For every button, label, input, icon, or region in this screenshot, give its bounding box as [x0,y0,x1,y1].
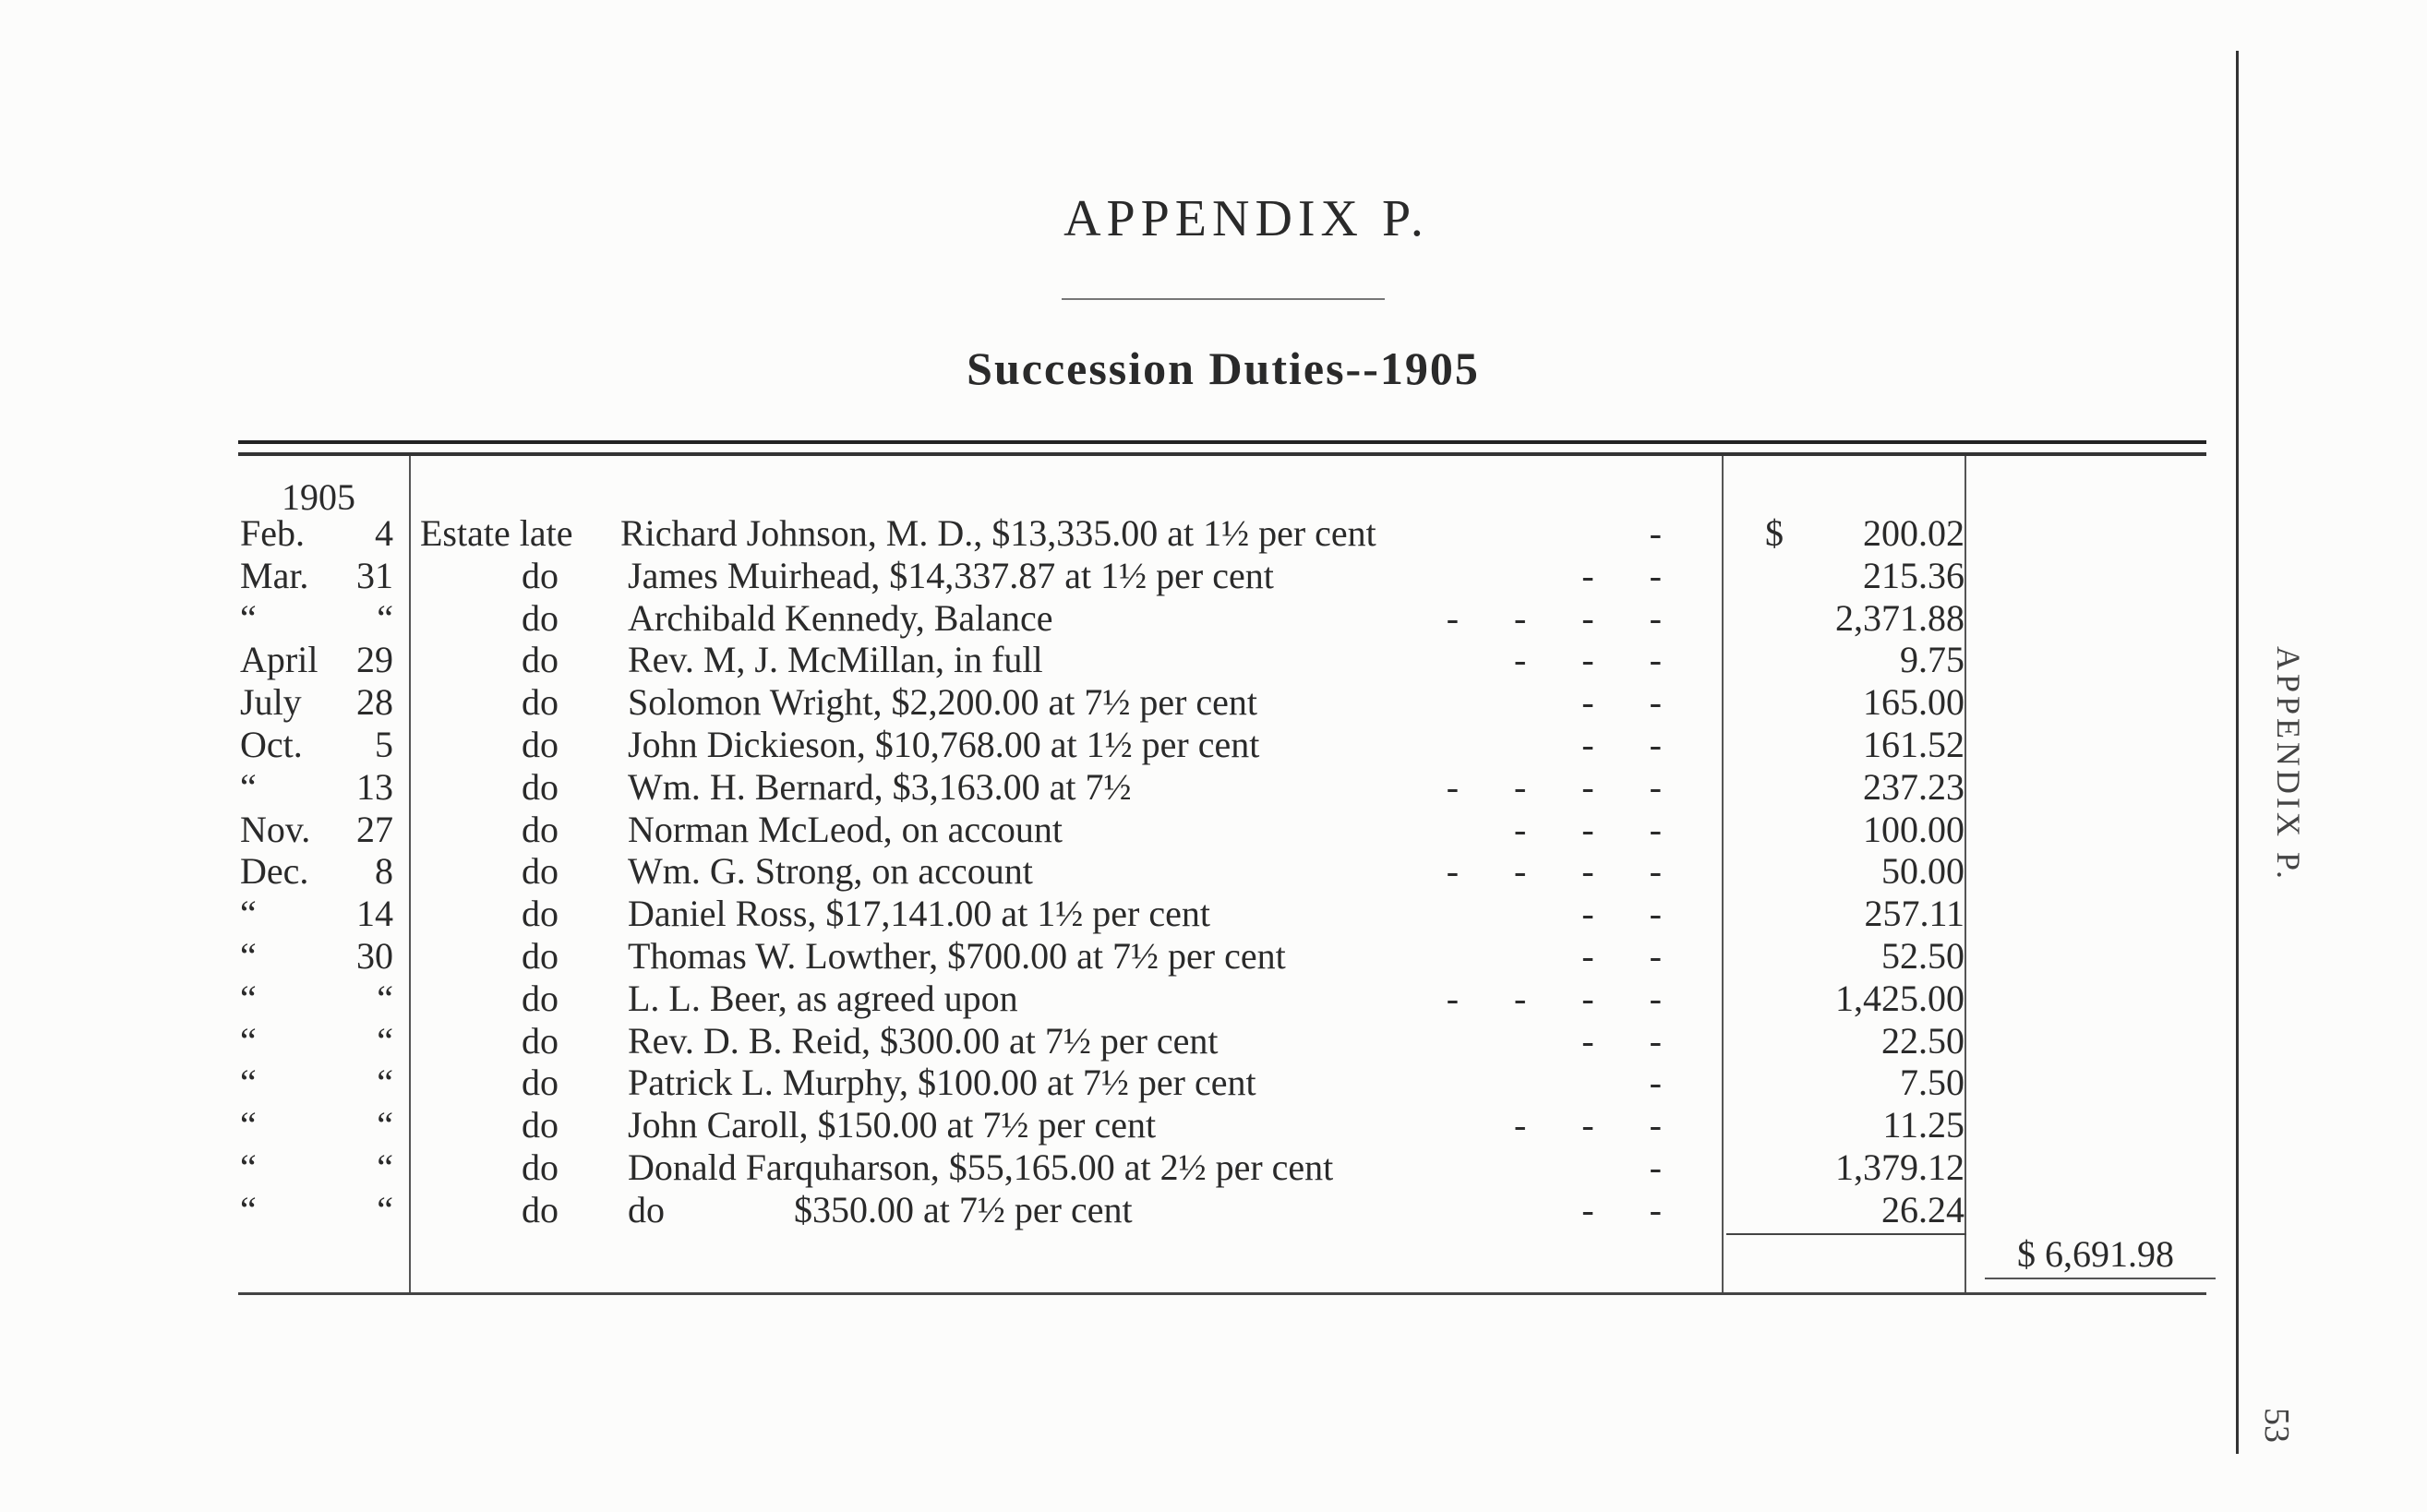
entry-day: 8 [375,850,393,893]
table-row [0,766,2427,809]
leader-dashes: - - - [1514,639,1662,681]
entry-month: “ [240,1188,257,1230]
leader-dashes: - [1649,1062,1662,1104]
table-row [0,681,2427,724]
leader-dashes: - [1649,1146,1662,1188]
entry-month: “ [240,1019,257,1062]
table-row [0,809,2427,851]
leader-dashes: - - [1581,893,1662,935]
ditto-mark: do [522,1104,559,1146]
page-title: APPENDIX P. [1063,190,1429,247]
ditto-mark: do [522,639,559,681]
ditto-mark: do [522,850,559,893]
entry-day: “ [377,1104,393,1146]
table-row [0,597,2427,640]
leader-dashes: - - [1581,554,1662,596]
entry-month: July [240,681,302,724]
entry-day: 28 [356,681,393,724]
entry-month: Mar. [240,554,309,596]
table-row [0,935,2427,978]
ditto-mark: do [522,724,559,765]
ditto-mark: do [522,935,559,977]
page-subtitle: Succession Duties--1905 [967,342,1480,394]
entry-month: Oct. [240,724,303,765]
side-running-header: APPENDIX P. [2270,646,2307,883]
entry-amount: 1,425.00 [1835,977,1964,1019]
entry-day: “ [377,1019,393,1062]
leader-dashes: - [1649,512,1662,554]
entry-month: Nov. [240,808,311,850]
entry-description: John Caroll, $150.00 at 7½ per cent [628,1104,1157,1146]
entry-day: 14 [356,893,393,935]
entry-month: “ [240,1062,257,1104]
ditto-mark: do [522,1146,559,1188]
entry-amount: 165.00 [1863,681,1964,724]
entry-month: “ [240,1146,257,1188]
entry-month: “ [240,765,257,808]
entry-month: “ [240,977,257,1019]
entry-description: Donald Farquharson, $55,165.00 at 2½ per cent [628,1146,1334,1188]
entry-day: “ [377,1062,393,1104]
ditto-mark: do [522,893,559,935]
ditto-mark: do [522,554,559,596]
ditto-mark: do [522,765,559,808]
leader-dashes: - - - - [1446,765,1662,808]
entry-description: do $350.00 at 7½ per cent [628,1188,1133,1230]
entry-description: Solomon Wright, $2,200.00 at 7½ per cent [628,681,1258,724]
table-row [0,1146,2427,1189]
entry-description: L. L. Beer, as agreed upon [628,977,1018,1019]
leader-dashes: - - - - [1446,596,1662,639]
ditto-mark: do [522,596,559,639]
entry-day: “ [377,596,393,639]
entry-amount: 161.52 [1863,724,1964,765]
ditto-mark: do [522,977,559,1019]
entry-month: “ [240,1104,257,1146]
entry-description: Rev. M, J. McMillan, in full [628,639,1043,681]
leader-dashes: - - - - [1446,977,1662,1019]
entry-description: Thomas W. Lowther, $700.00 at 7½ per cent [628,935,1286,977]
entry-amount: 11.25 [1882,1104,1964,1146]
entry-description: Patrick L. Murphy, $100.00 at 7½ per cent [628,1062,1256,1104]
leader-dashes: - - - [1514,808,1662,850]
entry-amount: 215.36 [1863,554,1964,596]
leader-dashes: - - [1581,724,1662,765]
leader-dashes: - - - [1514,1104,1662,1146]
table-row [0,1104,2427,1146]
ditto-mark: do [522,808,559,850]
entry-month: “ [240,596,257,639]
entry-amount: 26.24 [1881,1188,1964,1230]
entry-day: “ [377,977,393,1019]
currency-symbol: $ [1765,512,1784,554]
entry-day: 30 [356,935,393,977]
entry-description: Wm. G. Strong, on account [628,850,1033,893]
table-row [0,724,2427,766]
entry-description: Wm. H. Bernard, $3,163.00 at 7½ [628,765,1132,808]
title-divider [1062,298,1385,300]
table-row [0,850,2427,893]
entry-day: “ [377,1188,393,1230]
entry-amount: 200.02 [1863,512,1964,554]
entry-amount: 50.00 [1881,850,1964,893]
year-heading: 1905 [282,476,355,518]
ditto-mark: do [522,1188,559,1230]
table-row [0,639,2427,681]
entry-month: “ [240,893,257,935]
entry-amount: 2,371.88 [1835,596,1964,639]
table-row [0,555,2427,597]
entry-description: Richard Johnson, M. D., $13,335.00 at 1½ per cent [620,512,1376,554]
entry-amount: 257.11 [1864,893,1964,935]
table-bottom-rule [238,1292,2206,1295]
grand-total: $ 6,691.98 [2017,1233,2174,1275]
ditto-mark: do [522,1062,559,1104]
entry-amount: 100.00 [1863,808,1964,850]
entry-day: “ [377,1146,393,1188]
leader-dashes: - - [1581,1019,1662,1062]
entry-prefix: Estate late [420,512,573,554]
entry-day: 27 [356,808,393,850]
table-row [0,1062,2427,1104]
entry-amount: 22.50 [1881,1019,1964,1062]
entry-day: 13 [356,765,393,808]
table-row [0,1189,2427,1231]
entry-month: Dec. [240,850,309,893]
entry-month: Feb. [240,512,305,554]
entry-description: James Muirhead, $14,337.87 at 1½ per cent [628,554,1274,596]
ditto-mark: do [522,681,559,724]
entry-month: April [240,639,318,681]
entry-day: 5 [375,724,393,765]
entry-amount: 1,379.12 [1835,1146,1964,1188]
table-top-rule [238,440,2206,444]
entry-day: 29 [356,639,393,681]
table-row [0,512,2427,555]
entry-description: Rev. D. B. Reid, $300.00 at 7½ per cent [628,1019,1219,1062]
table-row [0,893,2427,935]
entry-amount: 9.75 [1900,639,1964,681]
page-number: 53 [2257,1408,2296,1443]
entry-description: Archibald Kennedy, Balance [628,596,1053,639]
leader-dashes: - - [1581,1188,1662,1230]
sum-rule [1726,1233,1966,1235]
leader-dashes: - - [1581,935,1662,977]
ditto-mark: do [522,1019,559,1062]
table-row [0,978,2427,1020]
entry-amount: 52.50 [1881,935,1964,977]
entry-amount: 7.50 [1900,1062,1964,1104]
total-underline [1985,1278,2216,1279]
entry-day: 31 [356,554,393,596]
leader-dashes: - - - - [1446,850,1662,893]
entry-description: Norman McLeod, on account [628,808,1063,850]
entry-day: 4 [375,512,393,554]
entry-month: “ [240,935,257,977]
table-top-rule-inner [238,452,2206,456]
leader-dashes: - - [1581,681,1662,724]
entry-amount: 237.23 [1863,765,1964,808]
entry-description: John Dickieson, $10,768.00 at 1½ per cent [628,724,1260,765]
entry-description: Daniel Ross, $17,141.00 at 1½ per cent [628,893,1210,935]
table-row [0,1020,2427,1062]
